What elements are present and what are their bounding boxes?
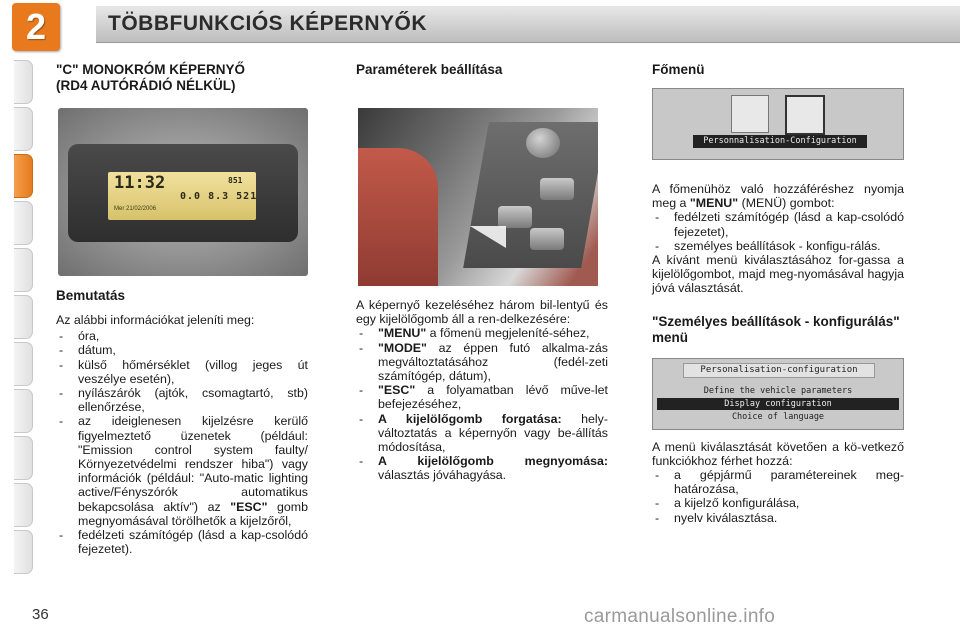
main-menu-list (652, 210, 904, 253)
chapter-tab-active[interactable] (14, 154, 33, 198)
section-heading (56, 62, 308, 94)
display-photo (58, 108, 308, 276)
control-buttons-photo (358, 108, 598, 286)
pers-menu-row: Choice of language (731, 411, 825, 422)
chapter-tab[interactable] (14, 389, 33, 433)
page-number: 36 (32, 606, 49, 623)
sub-heading-presentation: Bemutatás (56, 288, 126, 303)
list-item: - A kijelölőgomb forgatása: hely-változtatás a képernyőn vagy be-állítás módosítása, (359, 411, 608, 455)
list-item: - a gépjármű paramétereinek meg-határozása, (655, 468, 904, 497)
outro-text: A kívánt menü kiválasztásához for-gassa a kijelölőgombot, majd meg-nyomásával hagyja jóvá választását. (652, 253, 904, 296)
chapter-tab[interactable] (14, 60, 33, 104)
esc-button (530, 228, 564, 250)
seat-detail (358, 148, 438, 286)
pers-menu-row-selected: Display configuration (657, 398, 899, 410)
lcd-date: Mer 21/02/2006 (114, 206, 157, 212)
chapter-tab[interactable] (14, 483, 33, 527)
section-heading: Főmenü (652, 62, 705, 77)
chapter-tab[interactable] (14, 342, 33, 386)
list-item: - az ideiglenesen kijelzésre kerülő figyelmeztető üzenetek (például: "Emission control system faulty/ Környezetvédelmi rendszer hiba") vagy információk (például: "Auto-matic lighting active/Fényszórók automatikus bekapcsolása aktív") az "ESC" gomb megnyomásával törölhetők a kijelzőről, (59, 414, 308, 528)
chapter-badge-area (0, 0, 96, 46)
column-main-menu (652, 62, 904, 525)
chapter-tab[interactable] (14, 530, 33, 574)
info-list (56, 329, 308, 556)
settings-tools-icon (785, 95, 825, 135)
intro-text: A képernyő kezeléséhez három bil-lentyű és egy kijelölőgomb áll a ren-delkezésére: (356, 298, 608, 327)
chapter-tabs (0, 60, 34, 577)
list-item: - személyes beállítások - konfigu-rálás. (655, 238, 881, 253)
lcd-top-value: 851 (228, 176, 243, 185)
list-item: - dátum, (59, 343, 116, 358)
list-item: - külső hőmérséklet (villog jeges út veszélye esetén), (59, 357, 308, 386)
list-item: - nyílászárók (ajtók, csomagtartó, stb) ellenőrzése, (59, 386, 308, 415)
personalisation-menu-screen (652, 358, 904, 430)
menu-button (540, 178, 574, 200)
list-item: - fedélzeti számítógép (lásd a kap-csolódó fejezetet). (59, 528, 308, 557)
list-item: - nyelv kiválasztása. (655, 510, 778, 525)
list-item: - fedélzeti számítógép (lásd a kap-csolódó fejezetet), (655, 210, 904, 239)
chapter-tab[interactable] (14, 107, 33, 151)
button-list (356, 326, 608, 482)
page-header (0, 0, 960, 50)
functions-list (652, 468, 904, 525)
list-item: - "MENU" a főmenü megjeleníté-séhez, (359, 326, 590, 341)
heading-line-2: (RD4 AUTÓRÁDIÓ NÉLKÜL) (56, 78, 236, 93)
intro-text: Az alábbi információkat jeleníti meg: (56, 313, 255, 327)
watermark: carmanualsonline.info (584, 606, 776, 627)
main-menu-screen (652, 88, 904, 160)
heading-line-1: "C" MONOKRÓM KÉPERNYŐ (56, 62, 246, 77)
chapter-tab[interactable] (14, 295, 33, 339)
pers-menu-title: Personalisation-configuration (683, 363, 875, 378)
mode-button (498, 206, 532, 228)
page-title: TÖBBFUNKCIÓS KÉPERNYŐK (108, 12, 428, 35)
list-item: - "ESC" a folyamatban lévő műve-let befejezéséhez, (359, 383, 608, 412)
selector-knob (526, 128, 560, 158)
fuel-pump-icon (731, 95, 769, 133)
section-heading-personal-settings: "Személyes beállítások - konfigurálás" menü (652, 313, 900, 345)
lcd-values: 0.0 8.3 521 (180, 191, 258, 202)
main-menu-selected-bar: Personnalisation-Configuration (693, 135, 867, 148)
chapter-tab[interactable] (14, 436, 33, 480)
column-monochrome-screen (56, 62, 308, 556)
lcd-time: 11:32 (114, 173, 166, 193)
column-parameter-settings (356, 62, 608, 483)
chapter-tab[interactable] (14, 248, 33, 292)
chapter-tab[interactable] (14, 201, 33, 245)
list-item: - A kijelölőgomb megnyomása: választás jóváhagyása. (359, 454, 608, 483)
list-item: - "MODE" az éppen futó alkalma-zás megváltoztatásához (fedél-zeti számítógép, dátum), (359, 340, 608, 384)
list-item: - óra, (59, 329, 100, 344)
pointer-arrow-icon (470, 226, 506, 248)
chapter-number: 2 (25, 6, 47, 47)
intro-text: A főmenühöz való hozzáféréshez nyomja meg a "MENU" (MENÜ) gombot: (652, 182, 904, 211)
section-heading: Paraméterek beállítása (356, 62, 503, 77)
esc-key-label: "ESC" (230, 499, 268, 514)
list-item: - a kijelző konfigurálása, (655, 496, 800, 511)
pers-menu-row: Define the vehicle parameters (703, 385, 853, 396)
intro-text-2: A menü kiválasztását követően a kö-vetkező funkciókhoz férhet hozzá: (652, 439, 904, 468)
